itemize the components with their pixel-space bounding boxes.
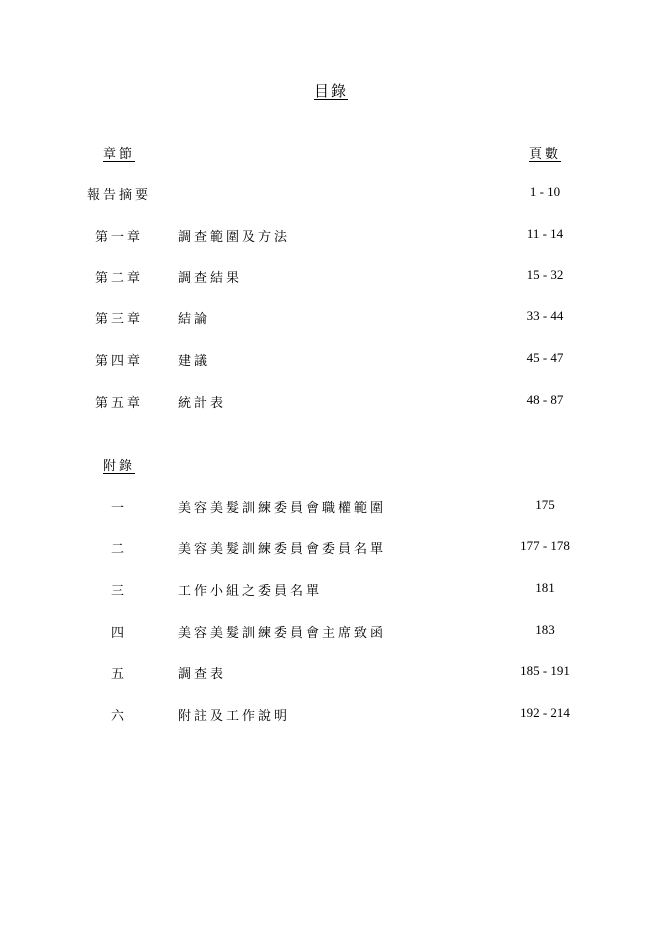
appendix-number: 四 bbox=[111, 626, 128, 641]
appendix-number: 一 bbox=[111, 501, 128, 516]
toc-row-appendix-6 bbox=[0, 705, 662, 725]
chapter-pages: 45 - 47 bbox=[526, 350, 564, 365]
chapter-label: 第三章 bbox=[95, 312, 144, 327]
toc-row-appendix-4 bbox=[0, 622, 662, 642]
toc-row-chapter-4 bbox=[0, 350, 662, 370]
chapter-pages: 11 - 14 bbox=[526, 226, 564, 241]
chapter-title: 建議 bbox=[178, 354, 211, 369]
summary-pages: 1 - 10 bbox=[529, 184, 561, 199]
appendix-title: 工作小組之委員名單 bbox=[178, 584, 323, 599]
chapter-pages: 15 - 32 bbox=[526, 267, 564, 282]
chapter-label: 第五章 bbox=[95, 396, 144, 411]
chapter-title: 統計表 bbox=[178, 396, 227, 411]
toc-row-chapter-3 bbox=[0, 308, 662, 328]
chapter-title: 調查結果 bbox=[178, 271, 243, 286]
appendix-pages: 192 - 214 bbox=[520, 705, 570, 720]
appendix-number: 六 bbox=[111, 709, 128, 724]
appendix-title: 調查表 bbox=[178, 667, 227, 682]
appendix-title: 美容美髮訓練委員會職權範圍 bbox=[178, 501, 387, 516]
chapter-pages: 33 - 44 bbox=[526, 308, 564, 323]
toc-row-appendix-5 bbox=[0, 663, 662, 683]
appendix-number: 二 bbox=[111, 542, 128, 557]
appendix-pages: 185 - 191 bbox=[520, 663, 570, 678]
appendix-pages: 181 bbox=[535, 580, 555, 595]
appendix-title: 美容美髮訓練委員會主席致函 bbox=[178, 626, 387, 641]
summary-label: 報告摘要 bbox=[87, 188, 152, 203]
chapter-title: 調查範圍及方法 bbox=[178, 230, 291, 245]
chapter-column-header: 章節 bbox=[103, 147, 136, 162]
appendix-pages: 177 - 178 bbox=[520, 538, 570, 553]
chapter-label: 第一章 bbox=[95, 230, 144, 245]
appendix-header: 附錄 bbox=[103, 459, 136, 474]
page-title-text: 目錄 bbox=[313, 82, 348, 100]
appendix-number: 三 bbox=[111, 584, 128, 599]
appendix-number: 五 bbox=[111, 667, 128, 682]
toc-row-appendix-1 bbox=[0, 497, 662, 517]
toc-row-appendix-3 bbox=[0, 580, 662, 600]
chapter-label: 第四章 bbox=[95, 354, 144, 369]
appendix-pages: 175 bbox=[535, 497, 555, 512]
summary-row bbox=[0, 184, 662, 204]
chapter-label: 第二章 bbox=[95, 271, 144, 286]
toc-row-chapter-5 bbox=[0, 392, 662, 412]
toc-row-chapter-2 bbox=[0, 267, 662, 287]
toc-row-appendix-2 bbox=[0, 538, 662, 558]
pages-column-header: 頁數 bbox=[529, 147, 562, 162]
chapter-pages: 48 - 87 bbox=[526, 392, 564, 407]
appendix-title: 美容美髮訓練委員會委員名單 bbox=[178, 542, 387, 557]
toc-row-chapter-1 bbox=[0, 226, 662, 246]
page-title bbox=[0, 80, 662, 101]
appendix-title: 附註及工作說明 bbox=[178, 709, 291, 724]
appendix-pages: 183 bbox=[535, 622, 555, 637]
chapter-title: 結論 bbox=[178, 312, 211, 327]
